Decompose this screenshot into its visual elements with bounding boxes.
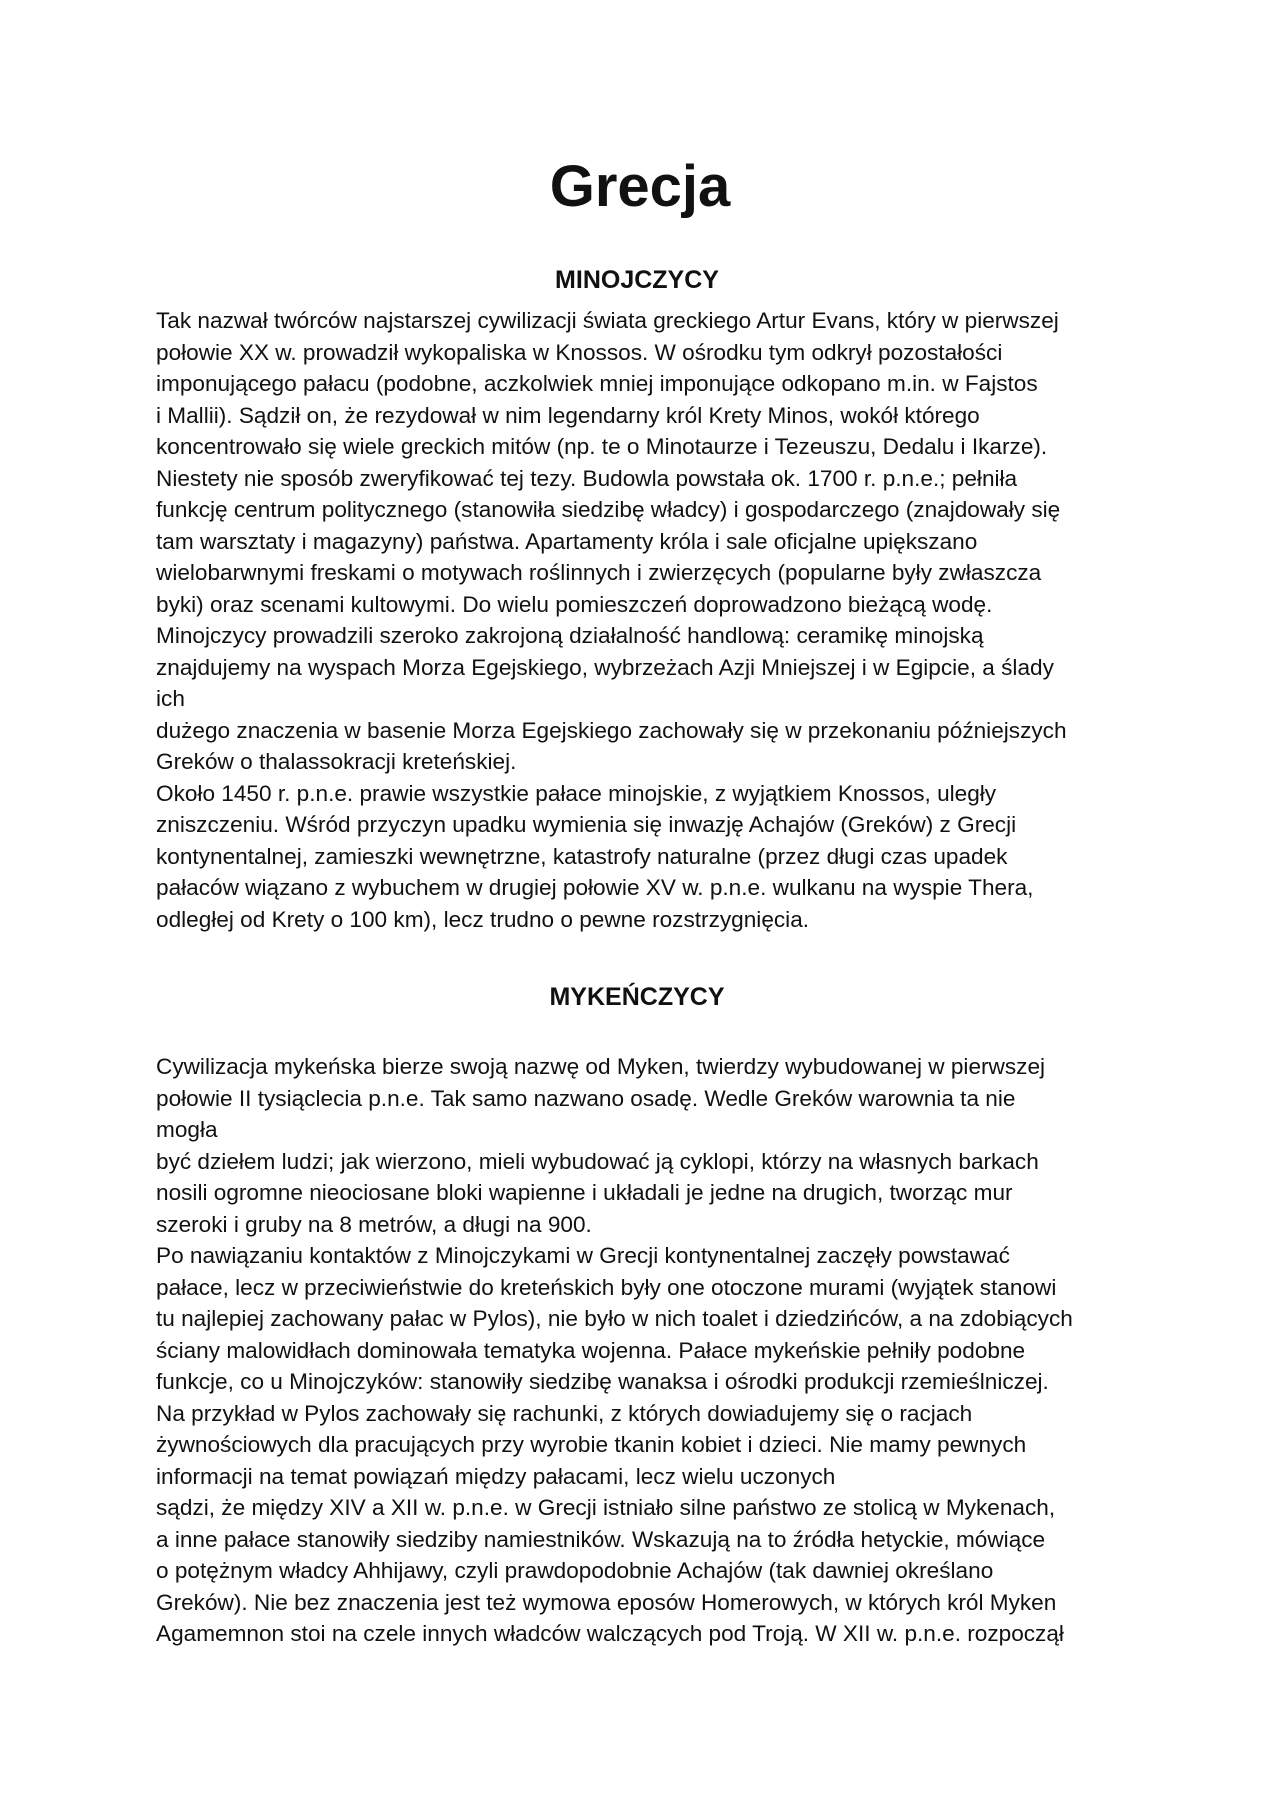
text-line: Tak nazwał twórców najstarszej cywilizacji świata greckiego Artur Evans, który w pierwszej	[156, 308, 1059, 333]
text-line: Po nawiązaniu kontaktów z Minojczykami w Grecji kontynentalnej zaczęły powstawać	[156, 1243, 1010, 1268]
text-line: Cywilizacja mykeńska bierze swoją nazwę od Myken, twierdzy wybudowanej w pierwszej	[156, 1054, 1046, 1079]
text-line: i Mallii). Sądził on, że rezydował w nim legendarny król Krety Minos, wokół którego	[156, 402, 980, 428]
text-line: dużego znaczenia w basenie Morza Egejskiego zachowały się w przekonaniu późniejszych	[156, 717, 1067, 743]
text-line: koncentrowało się wiele greckich mitów (np. te o Minotaurze i Tezeuszu, Dedalu i Ikarze).	[156, 434, 1048, 459]
page-title: Grecja	[549, 154, 731, 219]
text-line: Greków o thalassokracji kreteńskiej.	[156, 749, 517, 774]
text-line: połowie II tysiąclecia p.n.e. Tak samo nazwano osadę. Wedle Greków warownia ta nie	[156, 1085, 1016, 1111]
text-line: Na przykład w Pylos zachowały się rachunki, z których dowiadujemy się o racjach	[156, 1400, 973, 1426]
text-line: Minojczycy prowadzili szeroko zakrojoną działalność handlową: ceramikę minojską	[156, 623, 984, 648]
text-line: ściany malowidłach dominowała tematyka wojenna. Pałace mykeńskie pełniły podobne	[156, 1337, 1026, 1363]
section-heading-minoans: MINOJCZYCY	[555, 266, 719, 294]
text-line: żywnościowych dla pracujących przy wyrobie tkanin kobiet i dzieci. Nie mamy pewnych	[156, 1432, 1027, 1457]
text-line: nosili ogromne nieociosane bloki wapienne i układali je jedne na drugich, tworząc mur	[156, 1180, 1013, 1205]
text-line: o potężnym władcy Ahhijawy, czyli prawdopodobnie Achajów (tak dawniej określano	[156, 1558, 994, 1583]
text-line: tam warsztaty i magazyny) państwa. Apartamenty króla i sale oficjalne upiększano	[156, 528, 978, 554]
section-body-minoans	[156, 305, 1156, 935]
text-line: kontynentalnej, zamieszki wewnętrzne, katastrofy naturalne (przez długi czas upadek	[156, 843, 1008, 869]
text-line: a inne pałace stanowiły siedziby namiestników. Wskazują na to źródła hetyckie, mówiące	[156, 1526, 1046, 1552]
text-line: tu najlepiej zachowany pałac w Pylos), nie było w nich toalet i dziedzińców, a na zdobiących	[156, 1306, 1073, 1331]
text-line: szeroki i gruby na 8 metrów, a długi na 900.	[156, 1211, 592, 1237]
text-line: być dziełem ludzi; jak wierzono, mieli wybudować ją cyklopi, którzy na własnych barkach	[156, 1148, 1039, 1174]
text-line: połowie XX w. prowadził wykopaliska w Knossos. W ośrodku tym odkrył pozostałości	[156, 339, 1003, 365]
text-line: byki) oraz scenami kultowymi. Do wielu pomieszczeń doprowadzono bieżącą wodę.	[156, 591, 993, 617]
text-line: ich	[156, 686, 185, 711]
text-line: zniszczeniu. Wśród przyczyn upadku wymienia się inwazję Achajów (Greków) z Grecji	[156, 812, 1017, 837]
text-line: wielobarwnymi freskami o motywach roślinnych i zwierzęcych (popularne były zwłaszcza	[156, 560, 1042, 585]
text-line: Około 1450 r. p.n.e. prawie wszystkie pałace minojskie, z wyjątkiem Knossos, uległy	[156, 780, 997, 806]
text-line: odległej od Krety o 100 km), lecz trudno o pewne rozstrzygnięcia.	[156, 906, 810, 932]
text-line: imponującego pałacu (podobne, aczkolwiek mniej imponujące odkopano m.in. w Fajstos	[156, 371, 1038, 396]
text-line: pałaców wiązano z wybuchem w drugiej połowie XV w. p.n.e. wulkanu na wyspie Thera,	[156, 875, 1034, 900]
text-line: sądzi, że między XIV a XII w. p.n.e. w Grecji istniało silne państwo ze stolicą w Mykenach,	[156, 1495, 1056, 1520]
text-line: Greków). Nie bez znaczenia jest też wymowa eposów Homerowych, w których król Myken	[156, 1589, 1057, 1615]
section-body-mycenaeans	[156, 1051, 1156, 1650]
text-line: funkcje, co u Minojczyków: stanowiły siedzibę wanaksa i ośrodki produkcji rzemieślniczej.	[156, 1369, 1049, 1394]
section-heading-mycenaeans: MYKEŃCZYCY	[549, 983, 725, 1011]
text-line: Niestety nie sposób zweryfikować tej tezy. Budowla powstała ok. 1700 r. p.n.e.; pełniła	[156, 465, 1018, 491]
text-line: funkcję centrum politycznego (stanowiła siedzibę władcy) i gospodarczego (znajdowały się	[156, 497, 1061, 522]
text-line: informacji na temat powiązań między pałacami, lecz wielu uczonych	[156, 1463, 836, 1489]
text-line: znajdujemy na wyspach Morza Egejskiego, wybrzeżach Azji Mniejszej i w Egipcie, a ślady	[156, 654, 1054, 680]
text-line: mogła	[156, 1117, 218, 1142]
text-line: Agamemnon stoi na czele innych władców walczących pod Troją. W XII w. p.n.e. rozpoczął	[156, 1621, 1064, 1646]
text-line: pałace, lecz w przeciwieństwie do kreteńskich były one otoczone murami (wyjątek stanowi	[156, 1274, 1057, 1300]
